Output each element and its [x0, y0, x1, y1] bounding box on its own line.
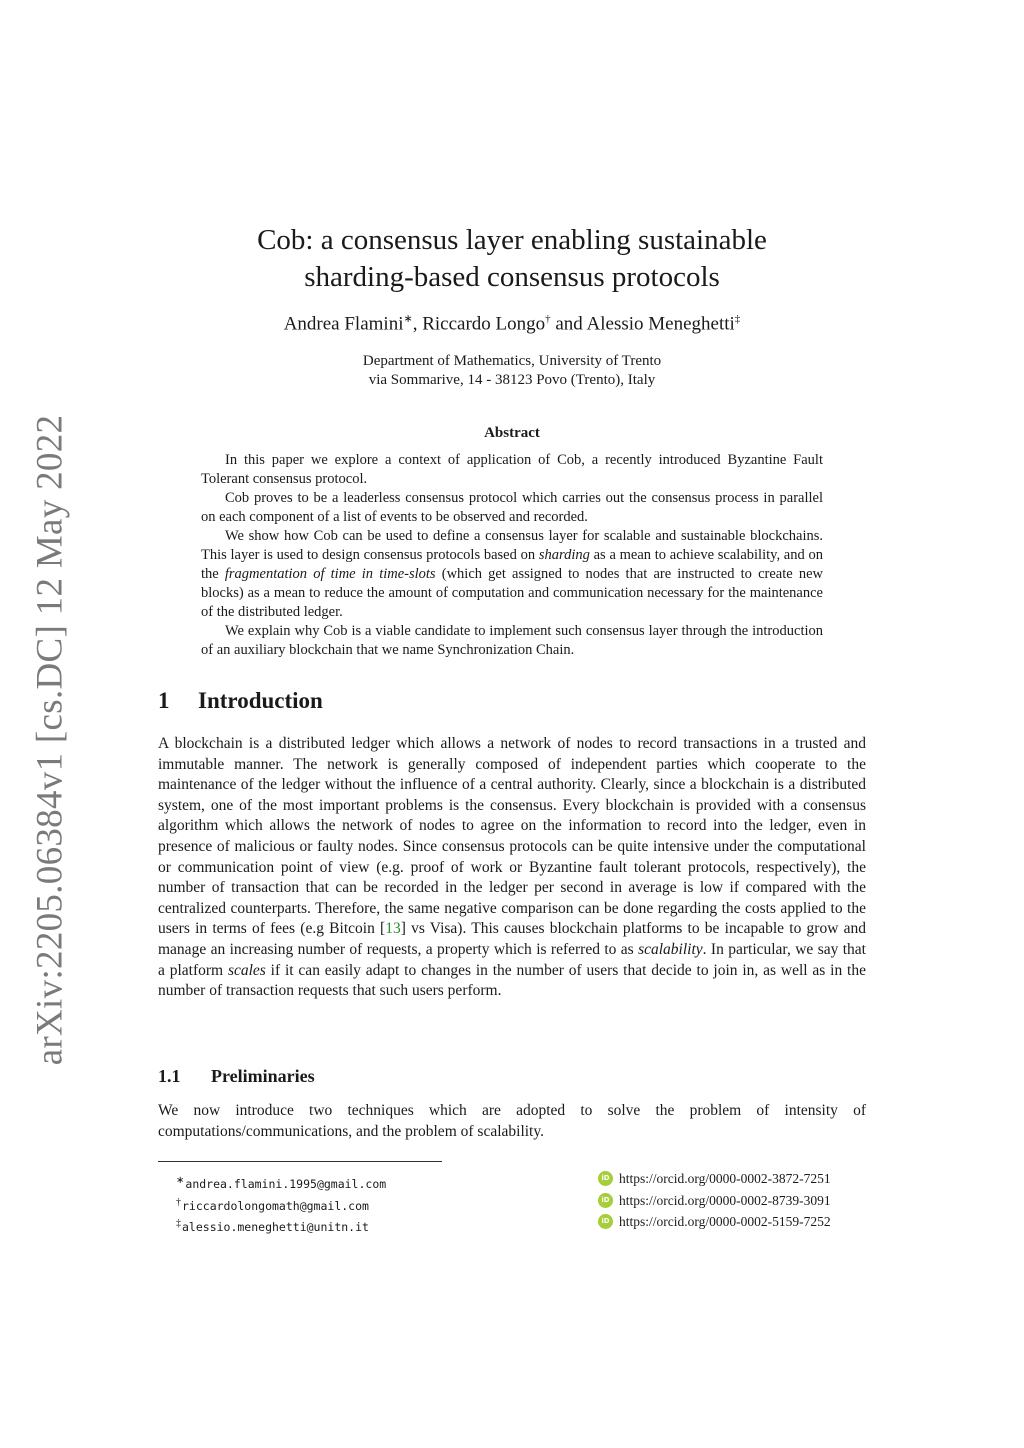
- orcid-link[interactable]: https://orcid.org/0000-0002-5159-7252: [619, 1214, 831, 1229]
- orcid-link[interactable]: https://orcid.org/0000-0002-8739-3091: [619, 1192, 831, 1208]
- orcid-list: [598, 1168, 831, 1233]
- footnote-email: ∗andrea.flamini.1995@gmail.com: [176, 1175, 387, 1191]
- section-heading-introduction: [158, 688, 323, 714]
- footnotes: [176, 1170, 386, 1235]
- affiliation-line-2: via Sommarive, 14 - 38123 Povo (Trento), Italy: [368, 372, 656, 388]
- subsection-heading-preliminaries: [158, 1066, 315, 1087]
- body-paragraph: A blockchain is a distributed ledger which allows a network of nodes to record transactions in a trusted and immutable manner. The network is generally composed of independent parties which cooperate to the maintenance of the ledger without the influence of a central authority. Clearly, since a blockchain is a distributed system, one of the most important problems is the consensus. Every blockchain is provided with a consensus algorithm which allows the network of nodes to agree on the information to record into the ledger, even in presence of malicious or faulty nodes. Since consensus protocols can be quite intensive under the computational or communication point of view (e.g. proof of work or Byzantine fault tolerant protocols, respectively), the number of transaction that can be recorded in the ledger per second in average is low if compared with the centralized counterparts. Therefore, the same negative comparison can be done regarding the costs applied to the users in terms of fees (e.g Bitcoin [13] vs Visa). This causes blockchain platforms to be incapable to grow and manage an increasing number of requests, a property which is referred to as scalability. In particular, we say that a platform scales if it can easily adapt to changes in the number of users that decide to join in, as well as in the number of transaction requests that such users perform.: [158, 735, 866, 1000]
- author-name: Alessio Meneghetti: [586, 313, 735, 335]
- email-link[interactable]: alessio.meneghetti@unitn.it: [182, 1219, 369, 1234]
- abstract-paragraph: We explain why Cob is a viable candidate to implement such consensus layer through the introduction of an auxiliary blockchain that we name Synchronization Chain.: [201, 623, 823, 658]
- email-link[interactable]: riccardolongomath@gmail.com: [182, 1198, 369, 1213]
- author-footnote-mark: ‡: [734, 313, 741, 325]
- footnote-rule: [158, 1161, 442, 1162]
- abstract-body: [201, 451, 823, 660]
- author-name: Riccardo Longo: [422, 313, 546, 335]
- orcid-icon[interactable]: iD: [598, 1214, 613, 1229]
- emphasis: fragmentation of time in time-slots: [224, 566, 436, 582]
- introduction-body: [158, 734, 866, 1002]
- emphasis: sharding: [538, 547, 590, 563]
- footnote-email: †riccardolongomath@gmail.com: [176, 1196, 369, 1213]
- orcid-entry: [598, 1168, 831, 1190]
- emphasis: scalability: [638, 940, 703, 958]
- section-title: Introduction: [198, 688, 323, 713]
- emphasis: scales: [227, 961, 266, 979]
- subsection-title: Preliminaries: [211, 1066, 315, 1086]
- section-number: 1: [158, 688, 170, 713]
- author-footnote-mark: ∗: [403, 313, 413, 325]
- orcid-entry: [598, 1211, 831, 1233]
- subsection-number: 1.1: [158, 1066, 181, 1086]
- author-footnote-mark: †: [545, 313, 551, 325]
- author-name: Andrea Flamini: [283, 313, 404, 335]
- preliminaries-body: [158, 1101, 866, 1142]
- author-list: [180, 312, 844, 335]
- affiliation: [180, 352, 844, 390]
- paper-title: [180, 222, 844, 296]
- body-paragraph: We now introduce two techniques which are adopted to solve the problem of intensity of computations/communications, and the problem of scalability.: [158, 1102, 866, 1140]
- orcid-icon[interactable]: iD: [598, 1171, 613, 1186]
- title-line-2: sharding-based consensus protocols: [304, 261, 720, 293]
- author-separator: ,: [412, 313, 423, 335]
- abstract-heading: Abstract: [484, 425, 540, 441]
- orcid-entry: [598, 1190, 831, 1212]
- citation-link[interactable]: 13: [385, 920, 401, 938]
- abstract-paragraph: Cob proves to be a leaderless consensus protocol which carries out the consensus process in parallel on each component of a list of events to be observed and recorded.: [201, 490, 823, 525]
- author-separator: and: [550, 313, 587, 335]
- affiliation-line-1: Department of Mathematics, University of Trento: [362, 353, 662, 369]
- orcid-icon[interactable]: iD: [598, 1193, 613, 1208]
- email-link[interactable]: andrea.flamini.1995@gmail.com: [185, 1176, 387, 1191]
- title-line-1: Cob: a consensus layer enabling sustainable: [257, 224, 767, 256]
- arxiv-identifier: arXiv:2205.06384v1 [cs.DC] 12 May 2022: [29, 414, 71, 1066]
- abstract-paragraph: In this paper we explore a context of application of Cob, a recently introduced Byzantine Fault Tolerant consensus protocol.: [201, 452, 823, 487]
- abstract-paragraph: We show how Cob can be used to define a consensus layer for scalable and sustainable blockchains. This layer is used to design consensus protocols based on sharding as a mean to achieve scalability, and on the fragmentation of time in time-slots (which get assigned to nodes that are instructed to create new blocks) as a mean to reduce the amount of computation and communication necessary for the maintenance of the distributed ledger.: [201, 528, 823, 620]
- footnote-email: ‡alessio.meneghetti@unitn.it: [176, 1218, 369, 1234]
- orcid-link[interactable]: https://orcid.org/0000-0002-3872-7251: [619, 1171, 831, 1186]
